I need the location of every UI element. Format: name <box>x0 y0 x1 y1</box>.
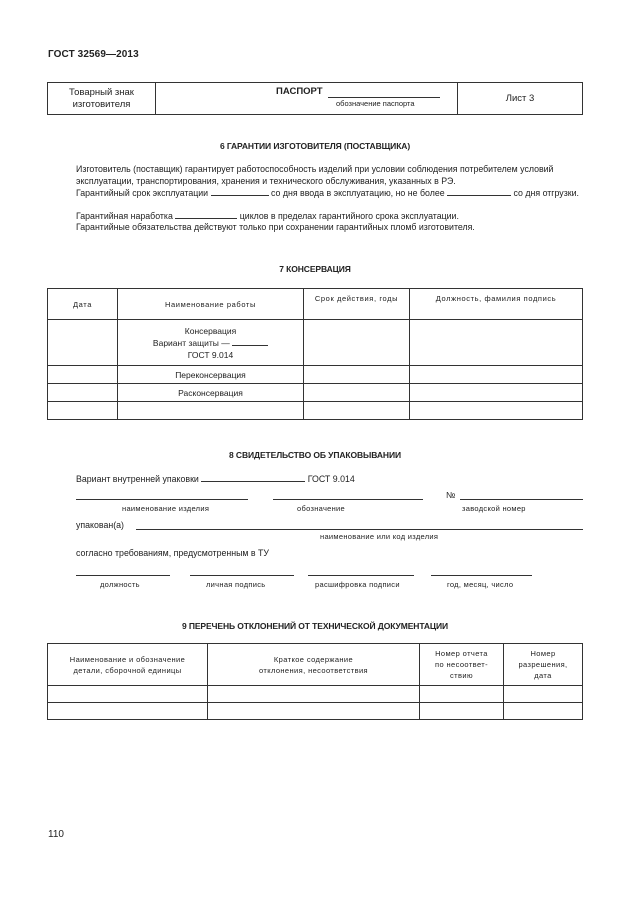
sheet-cell: Лист 3 <box>458 83 583 115</box>
table-cell <box>118 402 304 420</box>
name-or-code-label: наименование или код изделия <box>320 532 439 541</box>
position-line <box>76 575 170 576</box>
packing-variant-standard: ГОСТ 9.014 <box>307 474 355 484</box>
signature-label: личная подпись <box>206 580 266 589</box>
date-line <box>431 575 532 576</box>
conservation-label: Консервация <box>184 325 237 336</box>
passport-title-cell <box>156 83 458 115</box>
col-work-header: Наименование работы <box>118 289 304 320</box>
table-cell <box>504 703 583 720</box>
table-cell <box>304 320 410 366</box>
packing-variant-line <box>76 473 355 484</box>
s6-p2-text-b: со дня ввода в эксплуатацию, но не более <box>271 188 445 198</box>
section-7-title: 7 КОНСЕРВАЦИЯ <box>279 264 351 274</box>
section-8-title: 8 СВИДЕТЕЛЬСТВО ОБ УПАКОВЫВАНИИ <box>229 450 401 460</box>
product-name-label: наименование изделия <box>122 504 210 513</box>
packing-variant-blank <box>201 473 305 482</box>
page-number: 110 <box>48 829 64 840</box>
table-cell <box>304 402 410 420</box>
table-cell <box>420 703 504 720</box>
table-cell <box>48 703 208 720</box>
signature-decode-line <box>308 575 414 576</box>
serial-number-label: заводской номер <box>462 504 526 513</box>
serial-number-line <box>460 499 583 500</box>
packed-name-line <box>136 529 583 530</box>
protection-variant-line: Вариант защиты — <box>118 337 303 349</box>
position-label: должность <box>100 580 140 589</box>
table-cell <box>410 320 583 366</box>
table-cell <box>48 384 118 402</box>
s6-p3-text-b: циклов в пределах гарантийного срока эксплуатации. <box>239 211 459 221</box>
table-cell <box>208 686 420 703</box>
col-part-header: Наименование и обозначение детали, сборочной единицы <box>48 644 208 686</box>
passport-designation-line <box>328 97 440 98</box>
designation-line <box>273 499 423 500</box>
s6-paragraph-3 <box>48 210 584 223</box>
table-cell <box>48 402 118 420</box>
s6-p3-text-a: Гарантийная наработка <box>76 211 173 221</box>
s6-p2-blank-1 <box>211 187 269 196</box>
s6-p2-text-a: Гарантийный срок эксплуатации <box>76 188 209 198</box>
passport-designation-label: обозначение паспорта <box>336 99 415 108</box>
deviations-table <box>47 643 583 720</box>
designation-label: обозначение <box>297 504 346 513</box>
packed-label: упакован(а) <box>76 520 124 530</box>
table-cell <box>208 703 420 720</box>
s6-paragraph-1: Изготовитель (поставщик) гарантирует работоспособность изделий при условии соблюдения потребителем условий эксплуатации, транспортирования, хранения и технического обслуживания, указанных в РЭ. <box>76 164 554 186</box>
s6-paragraph-2 <box>48 187 584 200</box>
table-cell <box>410 402 583 420</box>
table-cell <box>48 686 208 703</box>
passport-title: ПАСПОРТ <box>276 86 323 97</box>
date-label: год, месяц, число <box>447 580 514 589</box>
col-term-header: Срок действия, годы <box>304 289 410 320</box>
table-cell <box>410 366 583 384</box>
signature-line <box>190 575 294 576</box>
conservation-standard: ГОСТ 9.014 <box>187 349 234 360</box>
product-name-line <box>76 499 248 500</box>
number-sign: № <box>446 490 456 500</box>
table-cell <box>304 366 410 384</box>
passport-header-table <box>47 82 583 115</box>
col-report-header: Номер отчета по несоответ- ствию <box>420 644 504 686</box>
table-cell <box>504 686 583 703</box>
col-deviation-header: Краткое содержание отклонения, несоответствия <box>208 644 420 686</box>
s6-p2-blank-2 <box>447 187 511 196</box>
reconservation-cell: Переконсервация <box>118 366 304 384</box>
table-cell <box>420 686 504 703</box>
col-permit-header: Номер разрешения, дата <box>504 644 583 686</box>
section-9-title: 9 ПЕРЕЧЕНЬ ОТКЛОНЕНИЙ ОТ ТЕХНИЧЕСКОЙ ДОКУМЕНТАЦИИ <box>181 621 449 631</box>
col-date-header: Дата <box>48 289 118 320</box>
table-cell <box>48 366 118 384</box>
trademark-cell: Товарный знак изготовителя <box>48 83 156 115</box>
signature-decode-label: расшифровка подписи <box>315 580 400 589</box>
table-cell <box>48 320 118 366</box>
s6-p2-text-c: со дня отгрузки. <box>513 188 579 198</box>
table-cell <box>304 384 410 402</box>
section-6-title: 6 ГАРАНТИИ ИЗГОТОВИТЕЛЯ (ПОСТАВЩИКА) <box>219 141 411 151</box>
deconservation-cell: Расконсервация <box>118 384 304 402</box>
conservation-work-cell <box>118 320 304 366</box>
standard-number: ГОСТ 32569—2013 <box>48 49 139 60</box>
s6-paragraph-4: Гарантийные обязательства действуют только при сохранении гарантийных пломб изготовителя. <box>76 222 475 232</box>
col-position-header: Должность, фамилия подпись <box>410 289 583 320</box>
packing-variant-label: Вариант внутренней упаковки <box>76 474 199 484</box>
per-requirements-text: согласно требованиям, предусмотренным в ТУ <box>76 548 269 558</box>
table-cell <box>410 384 583 402</box>
conservation-table <box>47 288 583 420</box>
s6-p3-blank <box>175 210 237 219</box>
